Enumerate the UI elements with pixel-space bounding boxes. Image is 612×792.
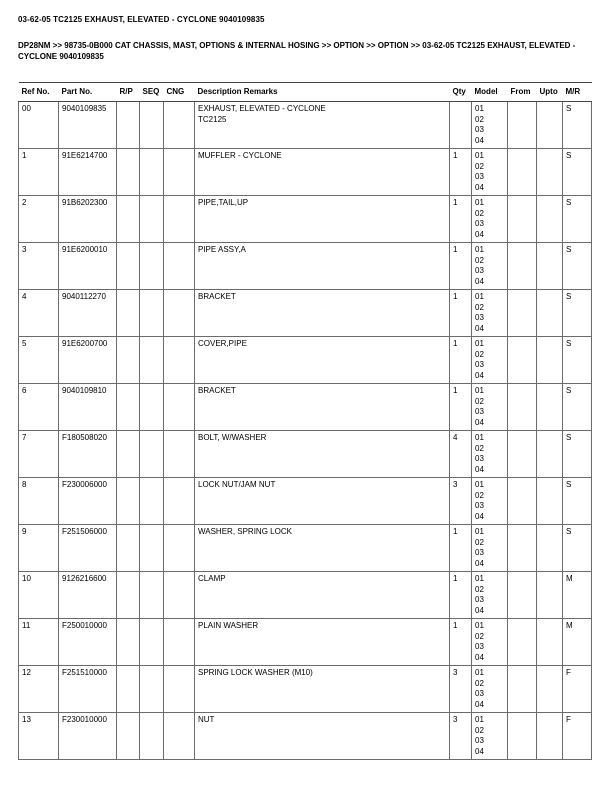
cell-description: SPRING LOCK WASHER (M10) <box>195 666 450 713</box>
cell-rp <box>117 478 140 525</box>
cell-seq <box>140 572 164 619</box>
cell-from <box>508 149 537 196</box>
table-row <box>19 572 592 619</box>
cell-seq <box>140 290 164 337</box>
cell-description: COVER,PIPE <box>195 337 450 384</box>
cell-rp <box>117 102 140 149</box>
table-row <box>19 102 592 149</box>
cell-ref-no: 13 <box>19 713 59 760</box>
cell-seq <box>140 337 164 384</box>
breadcrumb: DP28NM >> 98735-0B000 CAT CHASSIS, MAST, OPTIONS & INTERNAL HOSING >> OPTION >> OPTION >> 03-62-05 TC2125 EXHAUST, ELEVATED - CYCLONE 9040109835 <box>18 41 576 61</box>
cell-mr: F <box>563 666 592 713</box>
cell-ref-no: 8 <box>19 478 59 525</box>
cell-model: 01 02 03 04 <box>472 243 508 290</box>
cell-from <box>508 525 537 572</box>
cell-mr: M <box>563 572 592 619</box>
cell-description: LOCK NUT/JAM NUT <box>195 478 450 525</box>
cell-qty: 1 <box>450 290 472 337</box>
col-header-model: Model <box>472 83 508 102</box>
col-header-part-no: Part No. <box>59 83 117 102</box>
cell-part-no: F251510000 <box>59 666 117 713</box>
table-row <box>19 196 592 243</box>
cell-mr: S <box>563 102 592 149</box>
cell-seq <box>140 243 164 290</box>
cell-rp <box>117 619 140 666</box>
cell-seq <box>140 431 164 478</box>
cell-cng <box>164 384 195 431</box>
cell-part-no: 91E6200700 <box>59 337 117 384</box>
cell-model: 01 02 03 04 <box>472 149 508 196</box>
table-row <box>19 525 592 572</box>
cell-upto <box>537 619 563 666</box>
cell-upto <box>537 666 563 713</box>
cell-mr: F <box>563 713 592 760</box>
cell-cng <box>164 572 195 619</box>
cell-model: 01 02 03 04 <box>472 666 508 713</box>
cell-mr: M <box>563 619 592 666</box>
cell-rp <box>117 149 140 196</box>
cell-ref-no: 4 <box>19 290 59 337</box>
cell-qty: 3 <box>450 666 472 713</box>
header-row <box>19 83 592 102</box>
cell-seq <box>140 102 164 149</box>
cell-description: EXHAUST, ELEVATED - CYCLONE TC2125 <box>195 102 450 149</box>
cell-description: PLAIN WASHER <box>195 619 450 666</box>
cell-qty: 1 <box>450 149 472 196</box>
cell-rp <box>117 243 140 290</box>
cell-part-no: 91E6200010 <box>59 243 117 290</box>
cell-ref-no: 5 <box>19 337 59 384</box>
cell-upto <box>537 572 563 619</box>
table-row <box>19 478 592 525</box>
cell-from <box>508 572 537 619</box>
cell-seq <box>140 478 164 525</box>
cell-from <box>508 290 537 337</box>
cell-part-no: 9040109835 <box>59 102 117 149</box>
cell-part-no: 9126216600 <box>59 572 117 619</box>
cell-model: 01 02 03 04 <box>472 478 508 525</box>
cell-part-no: F251506000 <box>59 525 117 572</box>
table-row <box>19 619 592 666</box>
cell-model: 01 02 03 04 <box>472 619 508 666</box>
cell-part-no: 91B6202300 <box>59 196 117 243</box>
cell-qty: 3 <box>450 478 472 525</box>
cell-description: PIPE,TAIL,UP <box>195 196 450 243</box>
cell-mr: S <box>563 149 592 196</box>
cell-upto <box>537 243 563 290</box>
cell-upto <box>537 149 563 196</box>
cell-from <box>508 666 537 713</box>
cell-model: 01 02 03 04 <box>472 713 508 760</box>
cell-mr: S <box>563 525 592 572</box>
cell-rp <box>117 196 140 243</box>
col-header-from: From <box>508 83 537 102</box>
cell-qty: 3 <box>450 713 472 760</box>
cell-seq <box>140 619 164 666</box>
cell-cng <box>164 243 195 290</box>
cell-mr: S <box>563 290 592 337</box>
cell-rp <box>117 572 140 619</box>
cell-description: MUFFLER - CYCLONE <box>195 149 450 196</box>
cell-description: NUT <box>195 713 450 760</box>
cell-mr: S <box>563 478 592 525</box>
cell-qty <box>450 102 472 149</box>
table-row <box>19 431 592 478</box>
cell-ref-no: 9 <box>19 525 59 572</box>
cell-rp <box>117 666 140 713</box>
cell-part-no: F230006000 <box>59 478 117 525</box>
cell-model: 01 02 03 04 <box>472 572 508 619</box>
cell-rp <box>117 290 140 337</box>
cell-model: 01 02 03 04 <box>472 431 508 478</box>
cell-from <box>508 337 537 384</box>
cell-qty: 1 <box>450 243 472 290</box>
cell-mr: S <box>563 196 592 243</box>
cell-upto <box>537 478 563 525</box>
cell-part-no: 9040109810 <box>59 384 117 431</box>
cell-seq <box>140 149 164 196</box>
col-header-seq: SEQ <box>140 83 164 102</box>
cell-mr: S <box>563 337 592 384</box>
table-row <box>19 384 592 431</box>
cell-seq <box>140 196 164 243</box>
parts-table-header <box>19 83 592 102</box>
cell-from <box>508 619 537 666</box>
cell-upto <box>537 337 563 384</box>
cell-cng <box>164 102 195 149</box>
cell-qty: 1 <box>450 384 472 431</box>
cell-description: PIPE ASSY,A <box>195 243 450 290</box>
cell-ref-no: 2 <box>19 196 59 243</box>
table-row <box>19 149 592 196</box>
cell-qty: 1 <box>450 196 472 243</box>
cell-part-no: F230010000 <box>59 713 117 760</box>
cell-qty: 1 <box>450 337 472 384</box>
cell-model: 01 02 03 04 <box>472 525 508 572</box>
cell-model: 01 02 03 04 <box>472 102 508 149</box>
cell-rp <box>117 384 140 431</box>
cell-cng <box>164 525 195 572</box>
cell-cng <box>164 478 195 525</box>
table-row <box>19 243 592 290</box>
col-header-mr: M/R <box>563 83 592 102</box>
cell-cng <box>164 196 195 243</box>
col-header-ref-no: Ref No. <box>19 83 59 102</box>
col-header-qty: Qty <box>450 83 472 102</box>
col-header-upto: Upto <box>537 83 563 102</box>
cell-ref-no: 7 <box>19 431 59 478</box>
col-header-rp: R/P <box>117 83 140 102</box>
cell-ref-no: 00 <box>19 102 59 149</box>
cell-ref-no: 12 <box>19 666 59 713</box>
cell-upto <box>537 713 563 760</box>
cell-from <box>508 102 537 149</box>
parts-table <box>18 82 592 760</box>
cell-ref-no: 6 <box>19 384 59 431</box>
cell-cng <box>164 337 195 384</box>
cell-upto <box>537 102 563 149</box>
cell-cng <box>164 290 195 337</box>
cell-from <box>508 713 537 760</box>
parts-table-body <box>19 102 592 760</box>
cell-model: 01 02 03 04 <box>472 384 508 431</box>
cell-upto <box>537 431 563 478</box>
cell-upto <box>537 196 563 243</box>
cell-description: WASHER, SPRING LOCK <box>195 525 450 572</box>
cell-cng <box>164 619 195 666</box>
cell-description: BOLT, W/WASHER <box>195 431 450 478</box>
cell-from <box>508 196 537 243</box>
cell-part-no: 91E6214700 <box>59 149 117 196</box>
cell-model: 01 02 03 04 <box>472 290 508 337</box>
cell-rp <box>117 337 140 384</box>
cell-part-no: F180508020 <box>59 431 117 478</box>
cell-rp <box>117 713 140 760</box>
cell-seq <box>140 666 164 713</box>
cell-seq <box>140 713 164 760</box>
cell-qty: 1 <box>450 619 472 666</box>
cell-mr: S <box>563 431 592 478</box>
cell-upto <box>537 290 563 337</box>
page-title: 03-62-05 TC2125 EXHAUST, ELEVATED - CYCLONE 9040109835 <box>18 15 265 24</box>
cell-from <box>508 384 537 431</box>
cell-rp <box>117 525 140 572</box>
table-row <box>19 337 592 384</box>
table-row <box>19 666 592 713</box>
cell-seq <box>140 384 164 431</box>
cell-qty: 1 <box>450 525 472 572</box>
cell-model: 01 02 03 04 <box>472 196 508 243</box>
cell-mr: S <box>563 243 592 290</box>
cell-cng <box>164 666 195 713</box>
cell-model: 01 02 03 04 <box>472 337 508 384</box>
cell-part-no: 9040112270 <box>59 290 117 337</box>
cell-from <box>508 478 537 525</box>
cell-ref-no: 10 <box>19 572 59 619</box>
cell-ref-no: 1 <box>19 149 59 196</box>
cell-qty: 1 <box>450 572 472 619</box>
cell-upto <box>537 384 563 431</box>
cell-qty: 4 <box>450 431 472 478</box>
cell-from <box>508 243 537 290</box>
cell-upto <box>537 525 563 572</box>
cell-cng <box>164 713 195 760</box>
cell-cng <box>164 149 195 196</box>
table-row <box>19 290 592 337</box>
cell-description: BRACKET <box>195 384 450 431</box>
col-header-description: Description Remarks <box>195 83 450 102</box>
col-header-cng: CNG <box>164 83 195 102</box>
cell-ref-no: 3 <box>19 243 59 290</box>
table-row <box>19 713 592 760</box>
cell-description: BRACKET <box>195 290 450 337</box>
cell-mr: S <box>563 384 592 431</box>
cell-description: CLAMP <box>195 572 450 619</box>
cell-cng <box>164 431 195 478</box>
cell-part-no: F250010000 <box>59 619 117 666</box>
cell-rp <box>117 431 140 478</box>
cell-from <box>508 431 537 478</box>
cell-seq <box>140 525 164 572</box>
cell-ref-no: 11 <box>19 619 59 666</box>
